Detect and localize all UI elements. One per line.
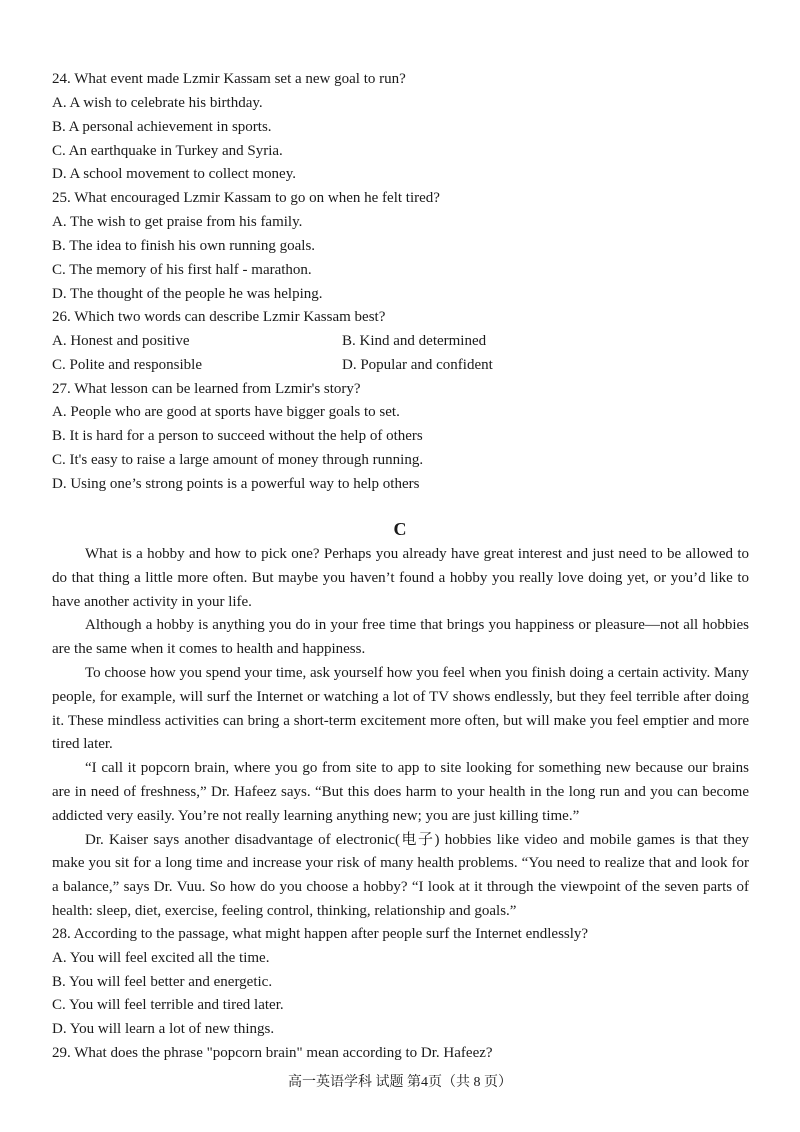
q25-option-d: D. The thought of the people he was helping. <box>52 286 323 302</box>
question-27: 27. What lesson can be learned from Lzmir's story? <box>52 381 361 397</box>
q24-option-c: C. An earthquake in Turkey and Syria. <box>52 143 283 159</box>
q26-option-b: B. Kind and determined <box>342 333 487 349</box>
q28-option-c: C. You will feel terrible and tired later. <box>52 997 284 1013</box>
q27-option-d: D. Using one’s strong points is a powerful way to help others <box>52 476 420 492</box>
passage-paragraph-5: Dr. Kaiser says another disadvantage of electronic(电子) hobbies like video and mobile games is that they make you sit for a long time and increase your risk of many health problems. “You need to realize that and look for a balance,” says Dr. Vuu. So how do you choose a hobby? “I look at it through the viewpoint of the seven parts of health: sleep, diet, exercise, feeling control, thinking, relationship and goals.” <box>52 831 749 919</box>
q26-option-d: D. Popular and confident <box>342 357 493 373</box>
q28-option-a: A. You will feel excited all the time. <box>52 950 270 966</box>
question-24: 24. What event made Lzmir Kassam set a new goal to run? <box>52 71 406 87</box>
question-28: 28. According to the passage, what might happen after people surf the Internet endlessly? <box>52 926 589 942</box>
passage-paragraph-4: “I call it popcorn brain, where you go from site to app to site looking for something new because our brains are in need of freshness,” Dr. Hafeez says. “But this does harm to your health in the long run and you can become addicted very easily. You’re not really learning anything new; you are just killing time.” <box>52 760 749 824</box>
q24-option-a: A. A wish to celebrate his birthday. <box>52 95 263 111</box>
q27-option-b: B. It is hard for a person to succeed without the help of others <box>52 428 423 444</box>
q28-option-b: B. You will feel better and energetic. <box>52 974 273 990</box>
q26-option-a: A. Honest and positive <box>52 333 190 349</box>
question-29: 29. What does the phrase "popcorn brain" mean according to Dr. Hafeez? <box>52 1045 493 1061</box>
q27-option-a: A. People who are good at sports have bigger goals to set. <box>52 404 400 420</box>
page-footer: 高一英语学科 试题 第4页（共 8 页） <box>288 1075 512 1090</box>
section-c-passage <box>52 543 749 924</box>
q25-option-a: A. The wish to get praise from his family. <box>52 214 303 230</box>
passage-paragraph-1: What is a hobby and how to pick one? Perhaps you already have great interest and just need to be allowed to do that thing a little more often. But maybe you haven’t found a hobby you really love doing yet, or you’d like to have another activity in your life. <box>52 546 749 610</box>
q25-option-c: C. The memory of his first half - marathon. <box>52 262 312 278</box>
question-26: 26. Which two words can describe Lzmir Kassam best? <box>52 309 386 325</box>
passage-paragraph-3: To choose how you spend your time, ask yourself how you feel when you finish doing a certain activity. Many people, for example, will surf the Internet or watching a lot of TV shows endlessly, but they feel terrible after doing it. These mindless activities can bring a short-term excitement more often, but will make you feel emptier and more tired later. <box>52 664 749 753</box>
q24-option-d: D. A school movement to collect money. <box>52 166 296 182</box>
q27-option-c: C. It's easy to raise a large amount of money through running. <box>52 452 424 468</box>
q28-option-d: D. You will learn a lot of new things. <box>52 1021 275 1037</box>
passage-paragraph-2: Although a hobby is anything you do in your free time that brings you happiness or pleasure—not all hobbies are the same when it comes to health and happiness. <box>52 617 749 658</box>
section-c-title: C <box>393 519 407 539</box>
question-25: 25. What encouraged Lzmir Kassam to go on when he felt tired? <box>52 190 440 206</box>
q25-option-b: B. The idea to finish his own running goals. <box>52 238 316 254</box>
q26-option-c: C. Polite and responsible <box>52 357 202 373</box>
q24-option-b: B. A personal achievement in sports. <box>52 119 272 135</box>
